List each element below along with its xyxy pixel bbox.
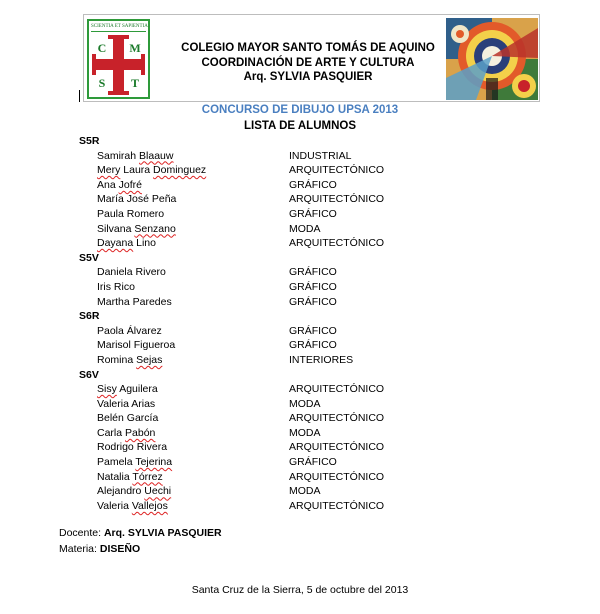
student-name: Rodrigo Rivera <box>97 441 168 454</box>
student-career: ARQUITECTÓNICO <box>289 412 385 425</box>
student-name: Martha Paredes <box>97 295 172 308</box>
student-row <box>0 236 600 251</box>
logo-letter-m: M <box>129 41 141 55</box>
school-name: COLEGIO MAYOR SANTO TOMÁS DE AQUINO <box>181 42 435 54</box>
student-career: ARQUITECTÓNICO <box>289 499 385 512</box>
contest-title: CONCURSO DE DIBUJO UPSA 2013 <box>201 104 399 116</box>
logo-letter-t: T <box>130 76 140 90</box>
student-row <box>0 192 600 207</box>
student-row <box>0 440 600 455</box>
student-name: Ana Jofré <box>97 178 142 191</box>
student-name: Paula Romero <box>97 207 165 220</box>
student-career: ARQUITECTÓNICO <box>289 441 385 454</box>
group-header-row <box>0 309 600 324</box>
subject-name: DISEÑO <box>99 543 141 555</box>
student-name: Dayana Lino <box>97 237 156 250</box>
student-career: GRÁFICO <box>289 456 337 469</box>
group-name: S6R <box>79 310 100 323</box>
student-career: MODA <box>289 485 321 498</box>
text-cursor <box>79 90 80 102</box>
student-name: Sisy Aguilera <box>97 383 158 396</box>
student-career: GRÁFICO <box>289 207 337 220</box>
student-career: GRÁFICO <box>289 324 337 337</box>
student-career: GRÁFICO <box>289 339 337 352</box>
abstract-circles-painting-icon <box>446 18 538 100</box>
cross-emblem-icon <box>91 33 146 97</box>
student-row <box>0 163 600 178</box>
student-row <box>0 470 600 485</box>
student-career: INDUSTRIAL <box>289 149 352 162</box>
student-name: Mery Laura Dominguez <box>97 164 207 177</box>
student-name: Belén García <box>97 412 159 425</box>
teacher-name: Arq. SYLVIA PASQUIER <box>103 527 222 539</box>
student-row <box>0 265 600 280</box>
list-title: LISTA DE ALUMNOS <box>243 120 356 132</box>
group-name: S5R <box>79 135 100 147</box>
student-row <box>0 324 600 339</box>
student-career: ARQUITECTÓNICO <box>289 470 385 483</box>
place-and-date: Santa Cruz de la Sierra, 5 de octubre del 2013 <box>191 584 409 596</box>
student-row <box>0 382 600 397</box>
student-career: ARQUITECTÓNICO <box>289 164 385 177</box>
logo-motto: SCIENTIA ET SAPIENTIA <box>91 22 146 32</box>
student-career: ARQUITECTÓNICO <box>289 193 385 206</box>
group-header-row <box>0 368 600 383</box>
student-career: MODA <box>289 222 321 235</box>
student-row <box>0 455 600 470</box>
student-row <box>0 484 600 499</box>
student-name: Valeria Arias <box>97 397 156 410</box>
group-name: S6V <box>79 368 99 381</box>
student-row <box>0 295 600 310</box>
group-name: S5V <box>79 251 99 264</box>
student-row <box>0 338 600 353</box>
teacher-line <box>59 527 222 539</box>
coordinator-name: Arq. SYLVIA PASQUIER <box>243 71 373 83</box>
student-career: MODA <box>289 426 321 439</box>
letterhead <box>83 14 540 102</box>
student-row <box>0 397 600 412</box>
school-logo <box>87 19 150 99</box>
student-career: GRÁFICO <box>289 295 337 308</box>
student-career: GRÁFICO <box>289 266 337 279</box>
student-row <box>0 207 600 222</box>
student-name: Romina Sejas <box>97 353 163 366</box>
student-row <box>0 353 600 368</box>
student-row <box>0 280 600 295</box>
student-name: Daniela Rivero <box>97 266 166 279</box>
student-career: INTERIORES <box>289 353 354 366</box>
student-row <box>0 149 600 164</box>
logo-letter-c: C <box>97 41 107 55</box>
student-row <box>0 499 600 514</box>
group-header-row <box>0 251 600 266</box>
student-name: Paola Álvarez <box>97 324 162 337</box>
student-row <box>0 178 600 193</box>
student-name: Silvana Senzano <box>97 222 176 235</box>
department-name: COORDINACIÓN DE ARTE Y CULTURA <box>201 56 415 69</box>
student-name: Alejandro Uechi <box>97 485 172 498</box>
subject-label: Materia: <box>59 543 97 555</box>
subject-line <box>59 543 140 555</box>
student-career: MODA <box>289 397 321 410</box>
student-career: ARQUITECTÓNICO <box>289 237 385 250</box>
letterhead-title <box>158 41 458 85</box>
logo-letter-s: S <box>98 76 106 90</box>
student-name: Samirah Blaauw <box>97 149 174 162</box>
student-row <box>0 222 600 237</box>
student-row <box>0 426 600 441</box>
group-header-row <box>0 134 600 149</box>
teacher-label: Docente: <box>59 527 102 539</box>
student-career: ARQUITECTÓNICO <box>289 383 385 396</box>
student-row <box>0 411 600 426</box>
student-name: Iris Rico <box>97 280 135 293</box>
student-name: Valeria Vallejos <box>97 499 168 512</box>
student-name: María José Peña <box>97 193 177 206</box>
student-career: GRÁFICO <box>289 178 337 191</box>
student-name: Marisol Figueroa <box>97 339 176 352</box>
student-name: Carla Pabón <box>97 426 156 439</box>
student-career: GRÁFICO <box>289 280 337 293</box>
student-name: Natalia Tórrez <box>97 470 163 483</box>
student-name: Pamela Tejerina <box>97 456 173 469</box>
student-roster <box>0 134 600 513</box>
